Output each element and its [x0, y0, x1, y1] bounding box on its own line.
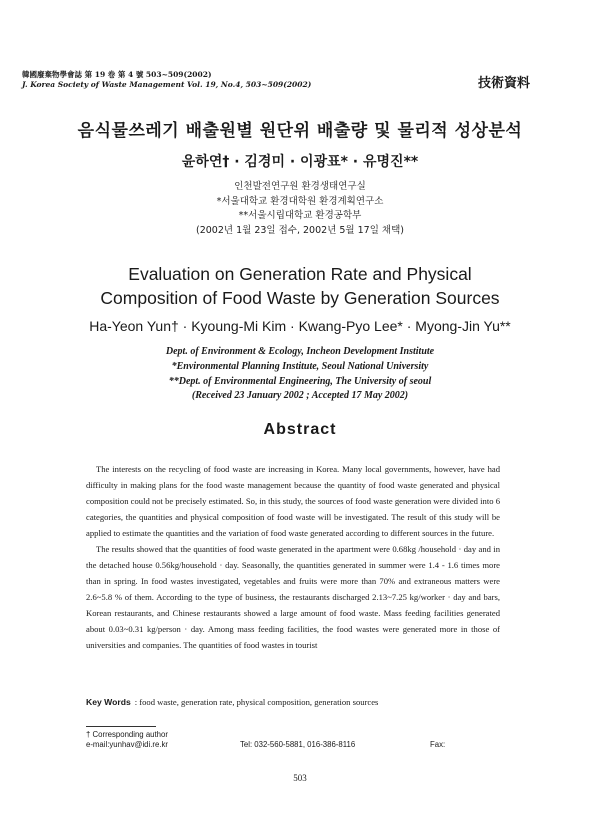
page-number: 503 [293, 773, 307, 783]
author-fax: Fax: [430, 740, 446, 749]
english-affiliation: *Environmental Planning Institute, Seoul National University [171, 360, 429, 372]
abstract-body [86, 461, 500, 653]
english-authors: Ha-Yeon Yun† · Kyoung-Mi Kim · Kwang-Pyo Lee* · Myong-Jin Yu** [89, 318, 511, 334]
footnote-divider [86, 726, 156, 727]
journal-ko: 韓國廢棄物學會誌 第 19 卷 第 4 號 503~509(2002) [22, 70, 212, 79]
journal-header [22, 70, 311, 90]
english-title [0, 262, 600, 310]
korean-authors: 윤하연† · 김경미 · 이광표* · 유명진** [181, 154, 419, 170]
korean-affiliation: **서울시립대학교 환경공학부 [238, 210, 362, 221]
keywords [86, 697, 536, 707]
abstract-paragraph: The results showed that the quantities of food waste generated in the apartment were 0.68kg /household · day and in the detached house 0.56kg/household · day. Seasonally, the quantities generated in summer were 1.4 - 1.6 times more than in spring. In food wastes investigated, vegetables and fruits were more than 70% and extraneous matters were 2.6~5.8 % of them. According to the type of business, the restaurants discharged 2.13~7.25 kg/worker · day and bars, Korean restaurants, and Chinese restaurants showed a large amount of food waste. Mass feeding facilities generated about 0.03~0.31 kg/person · day. Among mass feeding facilities, the food wastes were generated more in those of universities and companies. The quantities of food wastes in tourist [86, 544, 500, 650]
korean-affiliations [0, 180, 600, 238]
korean-affiliation: 인천발전연구원 환경생태연구실 [234, 181, 366, 192]
korean-affiliation: *서울대학교 환경대학원 환경계획연구소 [216, 195, 384, 207]
section-label: 技術資料 [477, 76, 530, 91]
abstract-heading: Abstract [263, 421, 337, 438]
corresponding-author-note: † Corresponding author [86, 730, 168, 739]
author-email: e-mail:yunhav@idi.re.kr [86, 740, 169, 749]
english-received-date: (Received 23 January 2002 ; Accepted 17 May 2002) [191, 390, 409, 402]
english-title-line: Composition of Food Waste by Generation Sources [100, 288, 500, 308]
footnote [86, 730, 168, 750]
korean-received-date: (2002년 1월 23일 접수, 2002년 5월 17일 채택) [196, 224, 404, 236]
english-title-line: Evaluation on Generation Rate and Physical [128, 264, 472, 284]
author-telephone: Tel: 032-560-5881, 016-386-8116 [240, 740, 356, 749]
keywords-label: Key Words [86, 697, 131, 707]
journal-en: J. Korea Society of Waste Management Vol. 19, No.4, 503~509(2002) [22, 80, 312, 89]
keywords-text: : food waste, generation rate, physical composition, generation sources [134, 697, 379, 707]
korean-title: 음식물쓰레기 배출원별 원단위 배출량 및 물리적 성상분석 [77, 121, 523, 141]
english-affiliation: Dept. of Environment & Ecology, Incheon Development Institute [165, 346, 435, 357]
english-affiliation: **Dept. of Environmental Engineering, The University of seoul [168, 375, 432, 387]
abstract-paragraph: The interests on the recycling of food waste are increasing in Korea. Many local governments, however, have had difficulty in making plans for the food waste management because the quantity of food waste generated and physical composition could not be precisely estimated. So, in this study, the sources of food waste generation were divided into 6 categories, the quantities and physical composition of food waste will be investigated. The result of this study will be applied to estimate the quantities and the variation of food waste generated according to different sources in the future. [86, 464, 500, 538]
english-affiliations [0, 345, 600, 404]
